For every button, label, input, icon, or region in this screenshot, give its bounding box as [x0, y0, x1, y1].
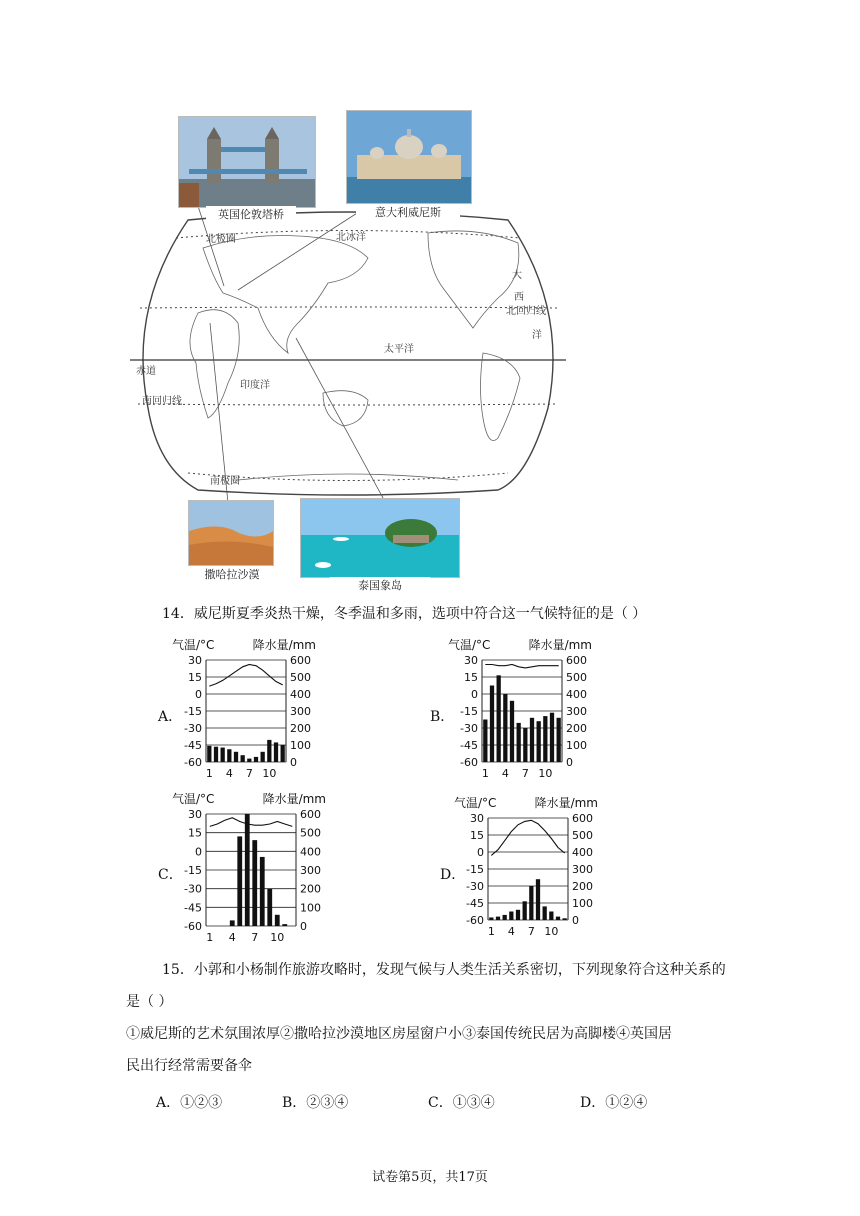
month-tick-label: 10	[538, 767, 553, 780]
precip-axis-label: 降水量/mm	[252, 638, 316, 652]
temp-tick-label: -15	[184, 864, 202, 877]
precip-bar	[517, 723, 521, 762]
precip-bar	[207, 746, 211, 762]
precip-bar	[496, 917, 500, 920]
precip-bar	[543, 906, 547, 920]
temp-tick-label: -15	[184, 705, 202, 718]
precip-bar	[241, 755, 245, 762]
precip-bar	[267, 740, 271, 762]
precip-bar	[550, 713, 554, 762]
month-tick-label: 1	[206, 931, 214, 944]
temp-axis-label: 气温/°C	[172, 638, 215, 652]
precip-bar	[510, 701, 514, 762]
precip-bar	[530, 718, 534, 762]
precip-tick-label: 200	[300, 882, 321, 896]
climate-chart-svg	[454, 808, 604, 942]
precip-bar	[282, 924, 287, 926]
caption-thailand: 泰国象岛	[330, 577, 430, 593]
precip-bar	[267, 889, 272, 926]
precip-bar	[247, 759, 251, 762]
temp-tick-label: -45	[184, 901, 202, 915]
question-15-line3: ①威尼斯的艺术氛围浓厚②撒哈拉沙漠地区房屋窗户小③泰国传统民居为高脚楼④英国居	[126, 1026, 672, 1042]
precip-bar	[275, 915, 280, 926]
precip-bar	[503, 915, 507, 920]
label-antarctic-circle: 南极圈	[210, 476, 240, 487]
month-tick-label: 10	[544, 925, 559, 938]
precip-bar	[234, 752, 238, 762]
precip-bar	[543, 716, 547, 762]
precip-bar	[281, 745, 285, 762]
temp-tick-label: 15	[188, 671, 202, 684]
precip-tick-label: 400	[290, 688, 311, 701]
climate-chart-d	[454, 794, 604, 942]
temp-tick-label: 30	[188, 654, 202, 667]
month-tick-label: 10	[262, 767, 277, 780]
precip-bar	[214, 747, 218, 762]
option-a-label: A．	[158, 709, 183, 725]
temp-tick-label: -60	[184, 756, 202, 769]
precip-bar	[252, 840, 257, 926]
precip-tick-label: 400	[566, 688, 587, 701]
label-atlantic-2: 西	[514, 292, 524, 303]
precip-tick-label: 0	[300, 920, 307, 933]
page-footer: 试卷第5页，共17页	[372, 1170, 488, 1185]
climate-chart-svg	[172, 804, 332, 948]
climate-chart-svg	[172, 650, 322, 784]
precip-tick-label: 600	[572, 812, 593, 825]
temp-tick-label: -30	[184, 722, 202, 735]
precip-axis-label: 降水量/mm	[262, 792, 326, 806]
precip-tick-label: 600	[566, 654, 587, 667]
precip-bar	[523, 728, 527, 762]
precip-tick-label: 300	[566, 705, 587, 718]
temp-axis-label: 气温/°C	[172, 792, 215, 806]
map-outline	[143, 212, 553, 495]
temp-tick-label: -30	[466, 880, 484, 893]
precip-tick-label: 100	[572, 897, 593, 910]
precip-bar	[230, 920, 235, 926]
precip-tick-label: 100	[566, 739, 587, 752]
precip-bar	[516, 910, 520, 920]
precip-tick-label: 200	[572, 880, 593, 893]
temperature-line	[491, 820, 564, 855]
month-tick-label: 7	[251, 931, 259, 944]
photo-thailand	[300, 498, 460, 578]
temperature-line	[210, 818, 292, 827]
precip-bar	[563, 918, 567, 920]
climate-chart-c	[172, 790, 332, 948]
precip-bar	[237, 836, 242, 926]
precip-bar	[509, 912, 513, 921]
caption-venice: 意大利威尼斯	[356, 204, 460, 220]
tower-bridge-image-icon	[179, 117, 315, 207]
month-tick-label: 7	[245, 767, 253, 780]
option-c-label: C．	[158, 867, 183, 883]
temp-tick-label: -45	[460, 739, 478, 752]
climate-chart-a	[172, 636, 322, 784]
question-15-line4: 民出行经常需要备伞	[126, 1058, 252, 1074]
temperature-line	[485, 665, 558, 668]
temp-tick-label: 0	[195, 688, 202, 701]
precip-tick-label: 500	[290, 671, 311, 684]
month-tick-label: 4	[501, 767, 509, 780]
temp-tick-label: 15	[188, 826, 202, 840]
temp-tick-label: 0	[477, 846, 484, 859]
precip-bar	[261, 752, 265, 762]
precip-bar	[556, 917, 560, 920]
precip-bar	[557, 718, 561, 762]
photo-london	[178, 116, 316, 208]
precip-tick-label: 500	[572, 829, 593, 842]
temp-tick-label: 0	[471, 688, 478, 701]
temp-tick-label: 15	[470, 829, 484, 842]
precip-bar	[536, 879, 540, 920]
label-equator: 赤道	[136, 366, 156, 377]
temp-tick-label: -30	[460, 722, 478, 735]
photo-sahara	[188, 500, 274, 566]
caption-sahara: 撒哈拉沙漠	[192, 566, 272, 582]
month-tick-label: 4	[225, 767, 233, 780]
option-d-label: D．	[440, 867, 466, 883]
precip-tick-label: 300	[572, 863, 593, 876]
precip-tick-label: 0	[572, 914, 579, 927]
month-tick-label: 4	[228, 931, 236, 944]
question-15-line2: 是（ ）	[126, 994, 173, 1010]
venice-image-icon	[347, 111, 471, 203]
precip-tick-label: 0	[290, 756, 297, 769]
precip-bar	[523, 901, 527, 920]
precip-axis-label: 降水量/mm	[534, 796, 598, 810]
temp-tick-label: 30	[464, 654, 478, 667]
q15-option-a: A．①②③	[156, 1095, 223, 1111]
precip-bar	[483, 720, 487, 763]
label-atlantic-3: 洋	[532, 330, 542, 341]
precip-tick-label: 500	[566, 671, 587, 684]
temp-tick-label: 0	[195, 845, 202, 859]
climate-chart-svg	[448, 650, 598, 784]
label-arctic-ocean: 北冰洋	[336, 232, 366, 243]
month-tick-label: 7	[527, 925, 535, 938]
option-b-label: B．	[430, 709, 455, 725]
q15-option-b: B．②③④	[282, 1095, 349, 1111]
precip-axis-label: 降水量/mm	[528, 638, 592, 652]
precip-tick-label: 300	[290, 705, 311, 718]
temp-tick-label: -60	[184, 920, 202, 933]
q15-option-c: C．①③④	[428, 1095, 495, 1111]
precip-tick-label: 400	[300, 845, 321, 859]
precip-bar	[549, 912, 553, 921]
precip-bar	[537, 721, 541, 762]
month-tick-label: 10	[270, 931, 285, 944]
precip-bar	[227, 749, 231, 762]
precip-bar	[260, 857, 265, 926]
month-tick-label: 1	[481, 767, 489, 780]
precip-tick-label: 600	[290, 654, 311, 667]
precip-bar	[490, 686, 494, 763]
caption-london: 英国伦敦塔桥	[206, 206, 296, 222]
label-tropic-capricorn: 南回归线	[142, 396, 182, 407]
temp-tick-label: -15	[466, 863, 484, 876]
precip-tick-label: 600	[300, 808, 321, 821]
precip-bar	[274, 742, 278, 762]
precip-tick-label: 200	[566, 722, 587, 735]
precip-bar	[245, 814, 250, 926]
precip-tick-label: 100	[290, 739, 311, 752]
precip-bar	[489, 917, 493, 920]
precip-bar	[529, 886, 533, 920]
temp-tick-label: -30	[184, 882, 202, 896]
temperature-line	[209, 665, 282, 687]
precip-tick-label: 100	[300, 901, 321, 915]
temp-axis-label: 气温/°C	[454, 796, 497, 810]
precip-bar	[503, 694, 507, 762]
precip-tick-label: 300	[300, 864, 321, 877]
label-indian: 印度洋	[240, 380, 270, 391]
precip-bar	[254, 757, 258, 762]
label-atlantic-1: 大	[512, 270, 522, 281]
question-15-line1: 15．小郭和小杨制作旅游攻略时，发现气候与人类生活关系密切，下列现象符合这种关系的	[162, 962, 726, 978]
temp-tick-label: -45	[184, 739, 202, 752]
month-tick-label: 1	[205, 767, 213, 780]
temp-tick-label: -60	[466, 914, 484, 927]
climate-chart-b	[448, 636, 598, 784]
label-tropic-cancer: 北回归线	[506, 306, 546, 317]
precip-tick-label: 0	[566, 756, 573, 769]
precip-tick-label: 400	[572, 846, 593, 859]
temp-tick-label: 30	[188, 808, 202, 821]
temp-tick-label: 15	[464, 671, 478, 684]
label-pacific: 太平洋	[384, 344, 414, 355]
temp-tick-label: -45	[466, 897, 484, 910]
month-tick-label: 4	[507, 925, 515, 938]
q15-option-d: D．①②④	[580, 1095, 648, 1111]
photo-venice	[346, 110, 472, 204]
koh-chang-image-icon	[301, 499, 459, 577]
month-tick-label: 7	[521, 767, 529, 780]
month-tick-label: 1	[487, 925, 495, 938]
precip-bar	[497, 675, 501, 762]
label-arctic-circle: 北极圈	[206, 234, 236, 245]
temp-tick-label: -60	[460, 756, 478, 769]
precip-tick-label: 500	[300, 826, 321, 840]
question-14-text: 14．威尼斯夏季炎热干燥，冬季温和多雨，选项中符合这一气候特征的是（ ）	[162, 606, 647, 622]
precip-tick-label: 200	[290, 722, 311, 735]
temp-tick-label: 30	[470, 812, 484, 825]
sahara-image-icon	[189, 501, 273, 565]
temp-axis-label: 气温/°C	[448, 638, 491, 652]
precip-bar	[221, 748, 225, 762]
temp-tick-label: -15	[460, 705, 478, 718]
